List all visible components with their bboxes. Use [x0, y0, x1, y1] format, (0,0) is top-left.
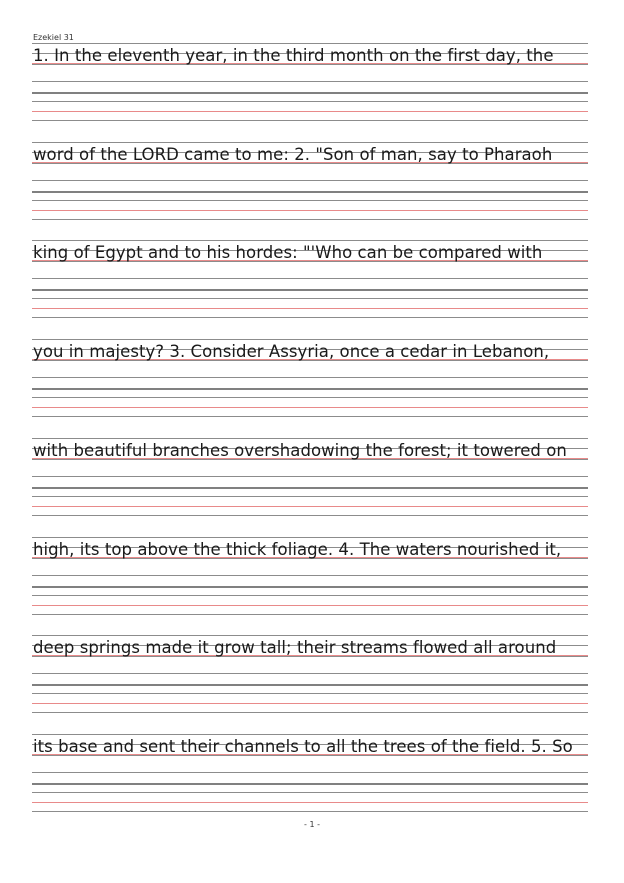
gray-guide-rule [32, 684, 588, 686]
gray-guide-rule [32, 219, 588, 220]
gray-guide-rule [32, 142, 588, 143]
gray-guide-rule [32, 388, 588, 390]
red-guide-rule [32, 308, 588, 309]
scripture-line-text: high, its top above the thick foliage. 4. The waters nourished it, [33, 539, 562, 559]
gray-guide-rule [32, 792, 588, 793]
gray-guide-rule [32, 278, 588, 279]
gray-guide-rule [32, 487, 588, 489]
writing-line-block [32, 438, 588, 536]
red-guide-rule [32, 703, 588, 704]
gray-guide-rule [32, 575, 588, 576]
gray-guide-rule [32, 200, 588, 201]
gray-guide-rule [32, 811, 588, 812]
gray-guide-rule [32, 298, 588, 299]
red-guide-rule [32, 605, 588, 606]
gray-guide-rule [32, 397, 588, 398]
gray-guide-rule [32, 339, 588, 340]
writing-line-block [32, 142, 588, 240]
gray-guide-rule [32, 289, 588, 291]
gray-guide-rule [32, 120, 588, 121]
gray-guide-rule [32, 537, 588, 538]
scripture-line-text: you in majesty? 3. Consider Assyria, once a cedar in Lebanon, [33, 342, 550, 362]
scripture-line-text: deep springs made it grow tall; their streams flowed all around [33, 638, 557, 658]
red-guide-rule [32, 506, 588, 507]
scripture-line-text: word of the LORD came to me: 2. "Son of man, say to Pharaoh [33, 144, 553, 164]
gray-guide-rule [32, 595, 588, 596]
red-guide-rule [32, 111, 588, 112]
scripture-line-text: 1. In the eleventh year, in the third month on the first day, the [33, 46, 554, 65]
gray-guide-rule [32, 92, 588, 94]
writing-line-block [32, 339, 588, 437]
gray-guide-rule [32, 317, 588, 318]
writing-line-block [32, 240, 588, 338]
red-guide-rule [32, 407, 588, 408]
gray-guide-rule [32, 635, 588, 636]
red-guide-rule [32, 210, 588, 211]
writing-line-block [32, 635, 588, 733]
gray-guide-rule [32, 476, 588, 477]
scripture-line-text: its base and sent their channels to all the trees of the field. 5. So [33, 736, 573, 756]
gray-guide-rule [32, 515, 588, 516]
gray-guide-rule [32, 43, 588, 44]
page-header-label: Ezekiel 31 [33, 33, 74, 42]
gray-guide-rule [32, 180, 588, 181]
writing-line-block [32, 734, 588, 832]
gray-guide-rule [32, 101, 588, 102]
writing-line-block [32, 537, 588, 635]
gray-guide-rule [32, 438, 588, 439]
red-guide-rule [32, 802, 588, 803]
gray-guide-rule [32, 772, 588, 773]
scripture-line-text: king of Egypt and to his hordes: "'Who can be compared with [33, 243, 543, 263]
gray-guide-rule [32, 377, 588, 378]
gray-guide-rule [32, 496, 588, 497]
page-number: - 1 - [304, 820, 320, 829]
gray-guide-rule [32, 240, 588, 241]
gray-guide-rule [32, 614, 588, 615]
gray-guide-rule [32, 416, 588, 417]
scripture-line-text: with beautiful branches overshadowing the forest; it towered on [33, 440, 567, 460]
gray-guide-rule [32, 191, 588, 193]
gray-guide-rule [32, 783, 588, 785]
gray-guide-rule [32, 81, 588, 82]
gray-guide-rule [32, 734, 588, 735]
gray-guide-rule [32, 586, 588, 588]
gray-guide-rule [32, 693, 588, 694]
gray-guide-rule [32, 712, 588, 713]
gray-guide-rule [32, 673, 588, 674]
writing-line-block [32, 43, 588, 141]
